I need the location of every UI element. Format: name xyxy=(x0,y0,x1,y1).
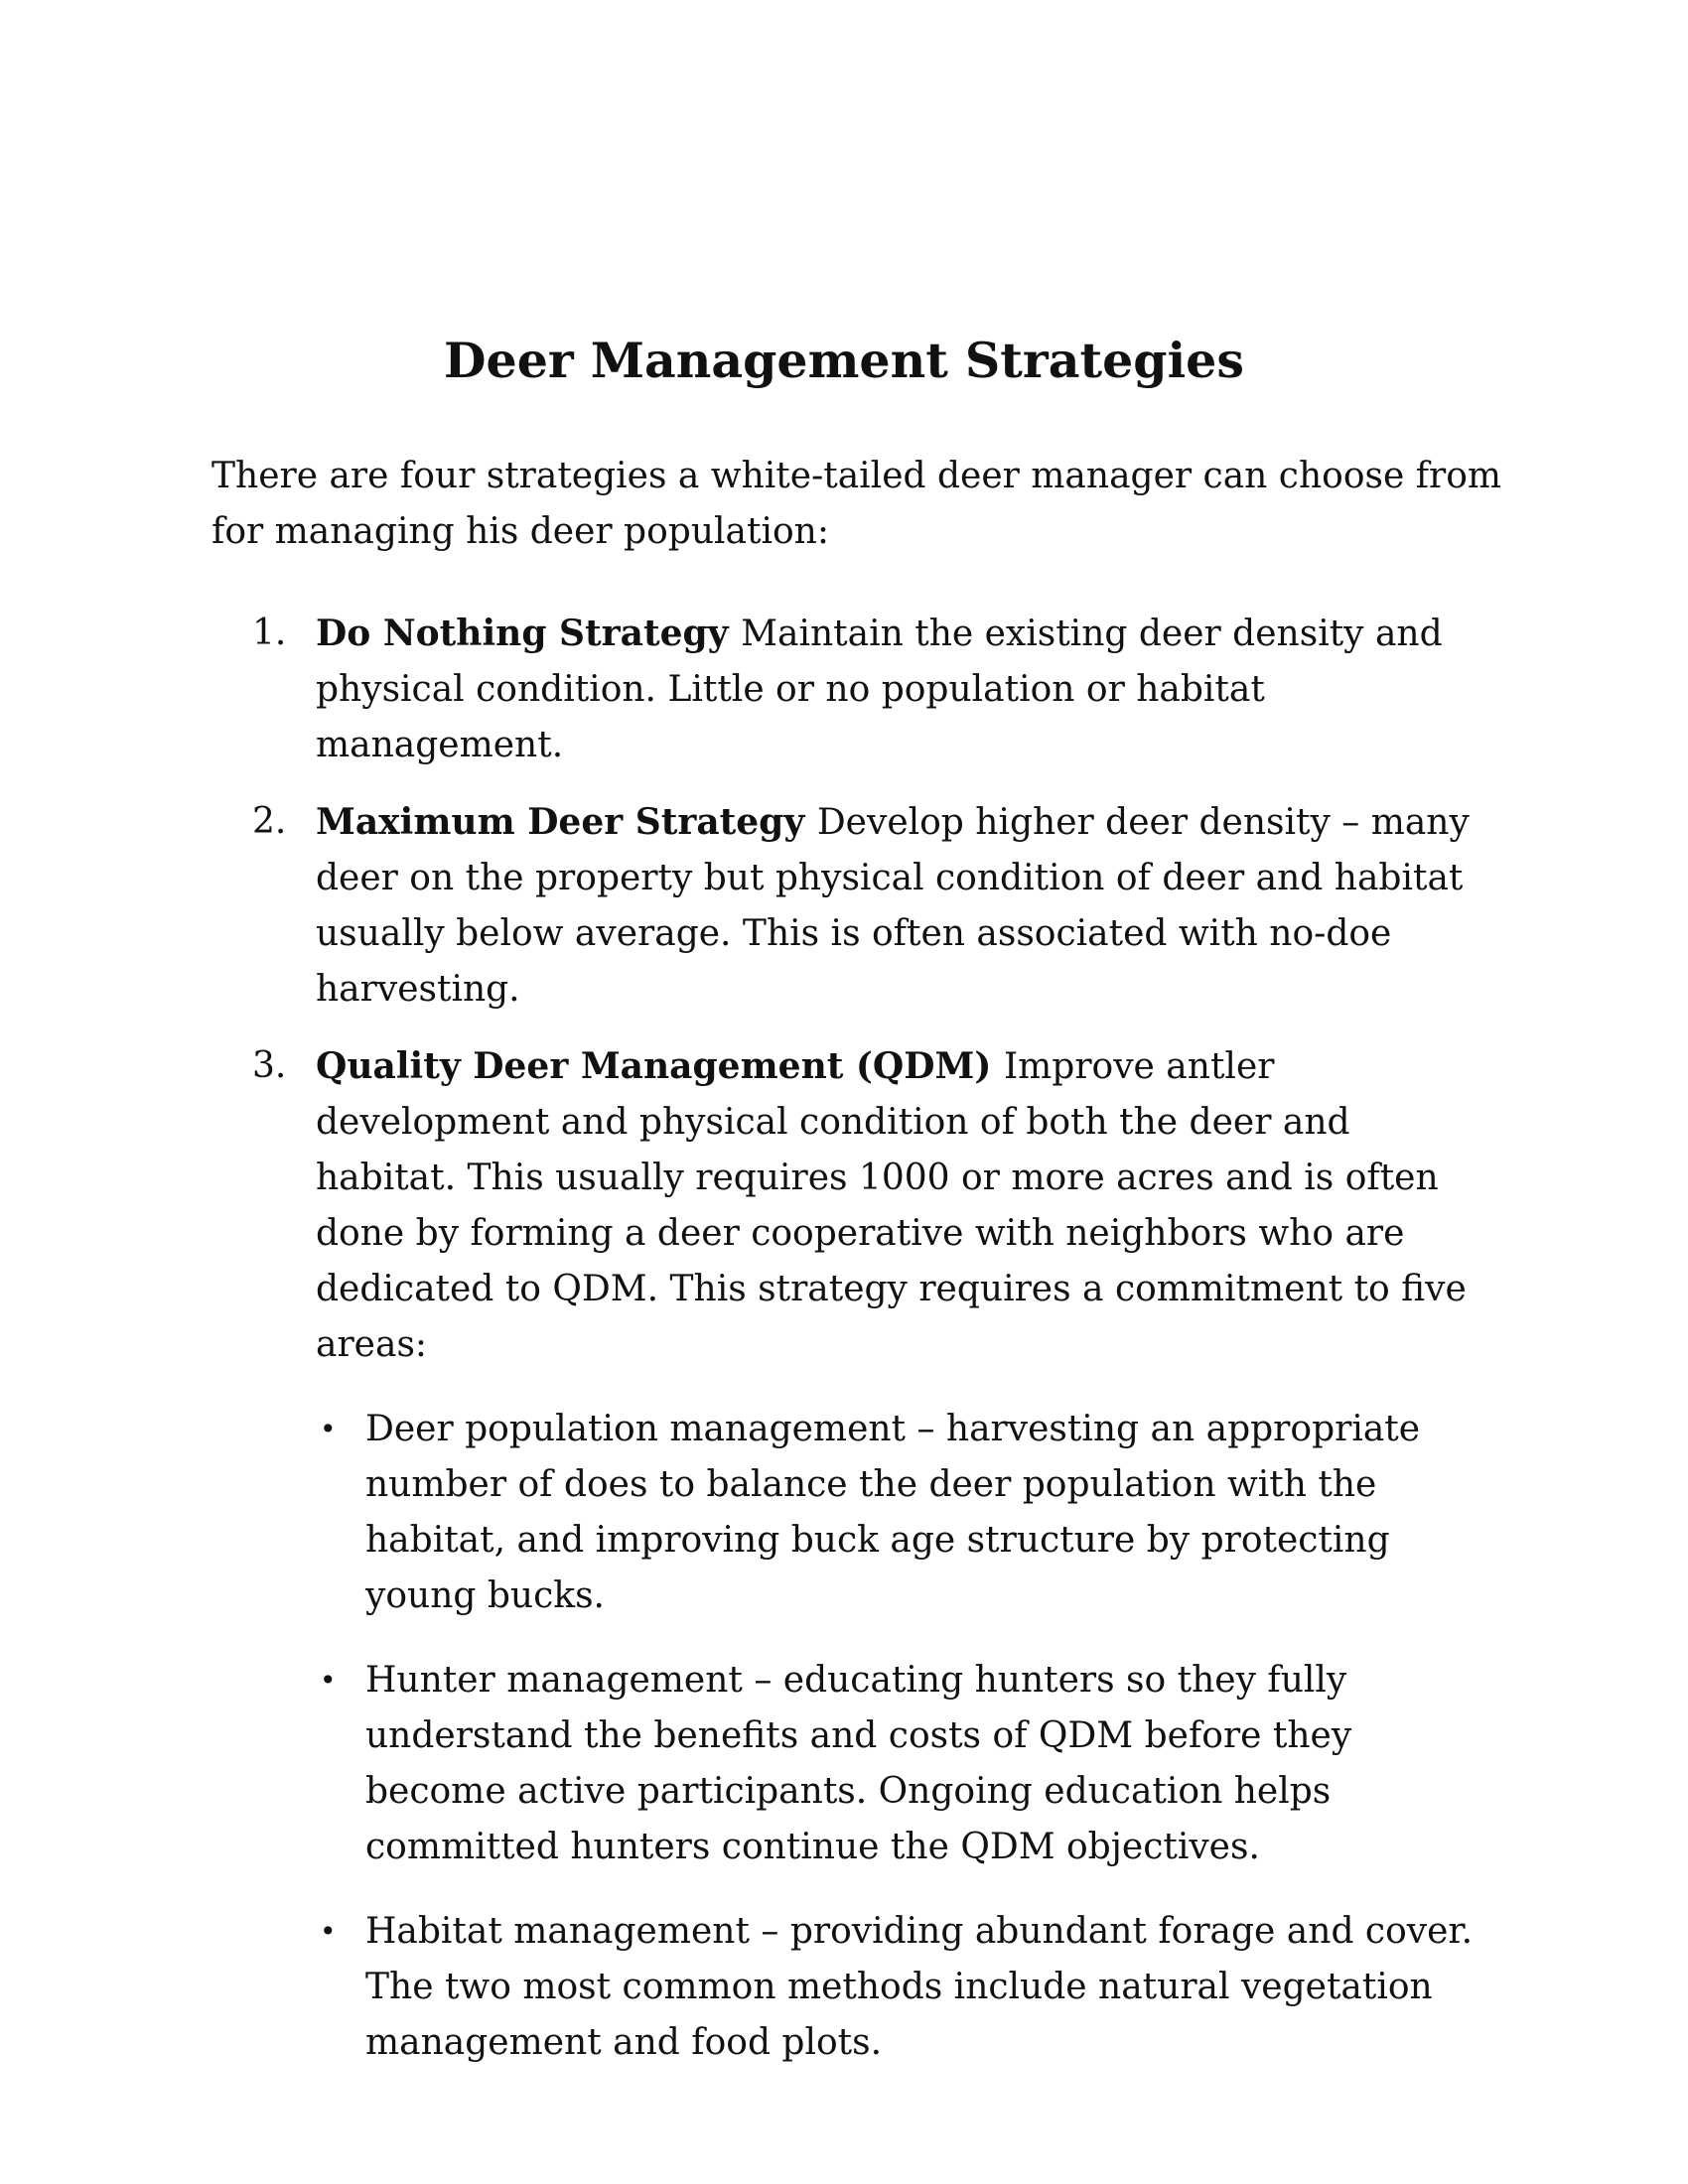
list-item xyxy=(320,1402,1487,1624)
strategy-heading: Maximum Deer Strategy xyxy=(316,801,817,843)
strategy-item-maximum-deer xyxy=(252,794,1487,1018)
strategy-item-do-nothing xyxy=(252,606,1487,773)
strategy-heading: Quality Deer Management (QDM) xyxy=(316,1045,1004,1087)
bullet-icon: • xyxy=(320,1413,337,1445)
area-text: Hunter management – educating hunters so they fully understand the benefits and costs of QDM before they become active participants. Ongoing education helps committed hunters continue the QDM objectives. xyxy=(365,1660,1352,1867)
list-number: 1. xyxy=(252,613,287,653)
strategy-description: Maintain the existing deer density and physical condition. Little or no population or habitat management. xyxy=(316,614,1443,765)
bullet-icon: • xyxy=(320,1915,337,1948)
list-number: 3. xyxy=(252,1045,287,1086)
strategy-item-qdm xyxy=(252,1038,1487,2071)
intro-paragraph: There are four strategies a white-tailed deer manager can choose from for managing his deer population: xyxy=(211,456,1502,552)
area-text: Habitat management – providing abundant forage and cover. The two most common methods include natural vegetation management and food plots. xyxy=(365,1911,1474,2063)
list-number: 2. xyxy=(252,801,287,842)
page-title: Deer Management Strategies xyxy=(444,332,1244,389)
strategy-description: Develop higher deer density – many deer on the property but physical condition of deer and habitat usually below average. This is often associated with no-doe harvesting. xyxy=(316,802,1470,1010)
list-item xyxy=(320,1653,1487,1875)
strategy-list xyxy=(0,606,1688,2071)
list-item xyxy=(320,1904,1487,2071)
bullet-icon: • xyxy=(320,1664,337,1697)
area-text: Deer population management – harvesting an appropriate number of does to balance the deer population with the habitat, and improving buck age structure by protecting young bucks. xyxy=(365,1409,1421,1616)
strategy-description: Improve antler development and physical condition of both the deer and habitat. This usually requires 1000 or more acres and is often done by forming a deer cooperative with neighbors who are dedicated to QDM. This strategy requires a commitment to five areas: xyxy=(316,1046,1467,1365)
qdm-areas-list xyxy=(316,1402,1487,2071)
strategy-heading: Do Nothing Strategy xyxy=(316,613,742,654)
